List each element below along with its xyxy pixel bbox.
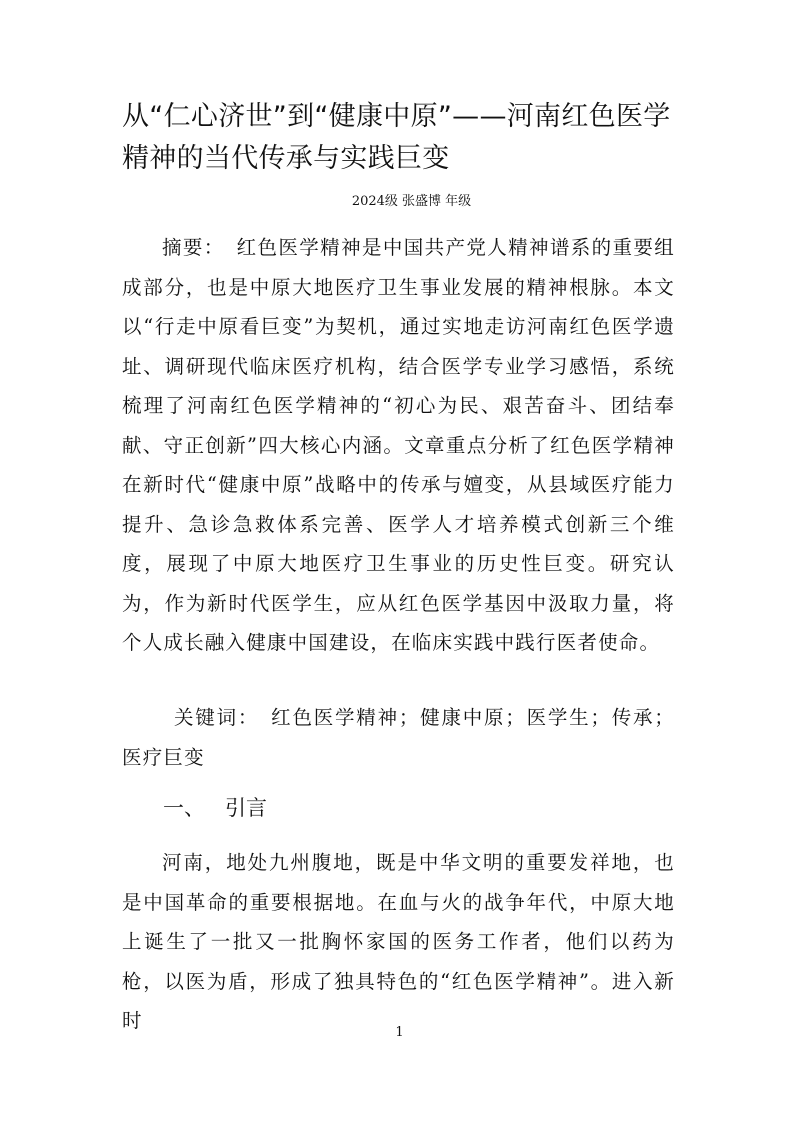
page-number: 1 bbox=[395, 1025, 404, 1040]
abstract-label: 摘要： bbox=[162, 236, 225, 259]
introduction-text: 河南，地处九州腹地，既是中华文明的重要发祥地，也是中国革命的重要根据地。在血与火的战争年代，中原大地上诞生了一批又一批胸怀家国的医务工作者，他们以药为枪，以医为盾，形成了独具特色的“红色医学精神”。进入新时 bbox=[122, 851, 675, 1032]
section-title: 引言 bbox=[225, 796, 267, 820]
abstract-paragraph bbox=[122, 228, 675, 663]
paper-title: 从“仁心济世”到“健康中原”——河南红色医学精神的当代传承与实践巨变 bbox=[122, 101, 671, 174]
keywords-label: 关键词： bbox=[174, 706, 260, 729]
section-number: 一、 bbox=[163, 796, 205, 820]
section-heading-introduction bbox=[163, 788, 267, 828]
keywords-text: 红色医学精神；健康中原；医学生；传承；医疗巨变 bbox=[122, 706, 675, 769]
author-line: 2024级 张盛博 年级 bbox=[351, 194, 472, 209]
paragraph-indent bbox=[122, 851, 162, 874]
abstract-text: 红色医学精神是中国共产党人精神谱系的重要组成部分，也是中原大地医疗卫生事业发展的精神根脉。本文以“行走中原看巨变”为契机，通过实地走访河南红色医学遗址、调研现代临床医疗机构，结合医学专业学习感悟，系统梳理了河南红色医学精神的“初心为民、艰苦奋斗、团结奉献、守正创新”四大核心内涵。文章重点分析了红色医学精神在新时代“健康中原”战略中的传承与嬗变，从县域医疗能力提升、急诊急救体系完善、医学人才培养模式创新三个维度，展现了中原大地医疗卫生事业的历史性巨变。研究认为，作为新时代医学生，应从红色医学基因中汲取力量，将个人成长融入健康中国建设，在临床实践中践行医者使命。 bbox=[122, 236, 675, 654]
introduction-paragraph bbox=[122, 843, 675, 1041]
keywords-paragraph bbox=[122, 698, 675, 777]
